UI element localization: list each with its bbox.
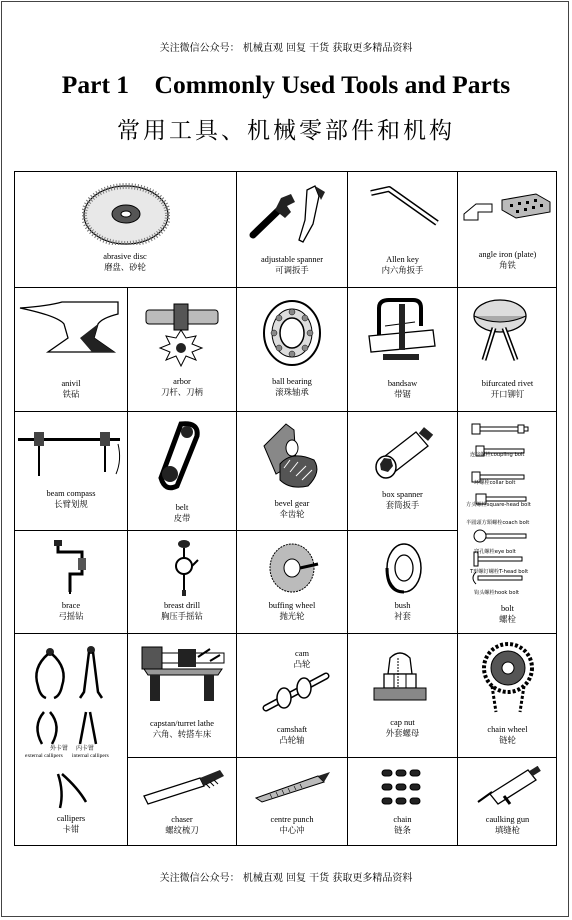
bolt-label [458, 603, 557, 625]
caulking-gun-en: caulking gun [485, 815, 530, 824]
camshaft-zh: 凸轮轴 [279, 736, 305, 745]
centre-punch-icon [250, 770, 334, 804]
arbor-label [128, 376, 236, 398]
ball-bearing-en: ball bearing [272, 377, 312, 386]
caulking-gun-icon [474, 766, 544, 806]
chaser-icon [140, 766, 226, 808]
camshaft-icon [262, 668, 334, 716]
bevel-gear-en: bevel gear [274, 499, 310, 508]
callipers-open-icon [30, 710, 106, 746]
bifurcated-rivet-label [458, 378, 557, 400]
capstan-lathe-icon [138, 643, 228, 705]
bandsaw-icon [365, 296, 439, 366]
arbor-en: arbor [173, 377, 191, 386]
grid-border-top [14, 171, 557, 172]
abrasive-disc-icon [82, 183, 170, 245]
anvil-zh: 铁砧 [62, 390, 80, 399]
internal-callipers-en: internal callipers [72, 753, 109, 759]
chaser-label [128, 814, 236, 836]
belt-label [128, 502, 236, 524]
bush-zh: 衬套 [394, 612, 411, 621]
adjustable-spanner-zh: 可调扳手 [275, 266, 309, 275]
box-spanner-label [348, 489, 457, 511]
caulking-gun-label [458, 814, 557, 836]
cam-en: cam [295, 649, 309, 658]
footer-note: 关注微信公众号： 机械直观 回复 干货 获取更多精品资料 [159, 873, 413, 884]
internal-callipers-icon [76, 644, 106, 702]
callipers-en: callipers [56, 814, 86, 823]
external-callipers-en: external callipers [25, 753, 63, 759]
chain-label [348, 814, 457, 836]
anvil-en: anivil [61, 379, 81, 388]
row-line [14, 411, 557, 412]
centre-punch-label [237, 814, 347, 836]
angle-iron-zh: 角铁 [499, 261, 516, 270]
beam-compass-en: beam compass [46, 489, 96, 498]
buffing-wheel-en: buffing wheel [268, 601, 316, 610]
bolt-type-1: 连接螺栓coupling bolt [470, 452, 525, 458]
grid-border-bottom [14, 845, 557, 846]
centre-punch-en: centre punch [270, 815, 314, 824]
bifurcated-rivet-en: bifurcated rivet [481, 379, 534, 388]
belt-icon [155, 418, 205, 492]
header-note: 关注微信公众号： 机械直观 回复 干货 获取更多精品资料 [159, 43, 413, 54]
bandsaw-label [348, 378, 457, 400]
arbor-icon [142, 298, 222, 372]
adjustable-spanner-icon [245, 180, 341, 250]
cap-nut-icon [370, 648, 430, 704]
external-callipers-icon [30, 646, 70, 702]
box-spanner-zh: 套筒扳手 [385, 501, 420, 510]
cam-label [268, 648, 336, 670]
bush-icon [384, 542, 424, 594]
allen-key-zh: 内六角扳手 [381, 266, 424, 275]
box-spanner-icon [370, 426, 436, 482]
page-subtitle: 常用工具、机械零部件和机构 [117, 118, 455, 144]
row-line [14, 287, 557, 288]
bolt-zh: 螺栓 [499, 615, 516, 624]
chaser-zh: 螺纹梳刀 [165, 826, 199, 835]
bolt-type-4: 半圆頭方頸螺栓coach bolt [466, 520, 530, 526]
beam-compass-zh: 长臂划规 [54, 500, 88, 509]
bush-label [348, 600, 457, 622]
capstan-lathe-en: capstan/turret lathe [150, 719, 214, 728]
angle-iron-label [458, 249, 557, 271]
allen-key-label [348, 254, 457, 276]
anvil-icon [18, 298, 122, 358]
camshaft-en: camshaft [276, 725, 308, 734]
chain-wheel-icon [478, 640, 538, 716]
ball-bearing-zh: 滚珠轴承 [275, 388, 309, 397]
bandsaw-zh: 带锯 [394, 390, 411, 399]
abrasive-disc-en: abrasive disc [103, 252, 147, 261]
chain-zh: 链条 [394, 826, 411, 835]
chain-wheel-en: chain wheel [487, 725, 528, 734]
angle-iron-en: angle iron (plate) [478, 250, 537, 259]
col-line [236, 287, 237, 846]
angle-iron-icon [462, 190, 552, 224]
bevel-gear-zh: 伞齿轮 [279, 510, 305, 519]
breast-drill-label [128, 600, 236, 622]
capstan-lathe-zh: 六角、转搭车床 [152, 730, 212, 739]
buffing-wheel-label [237, 600, 347, 622]
bolt-type-2: 环螺栓collar bolt [474, 480, 516, 486]
anvil-label [15, 378, 127, 400]
adjustable-spanner-en: adjustable spanner [260, 255, 324, 264]
cap-nut-label [348, 717, 457, 739]
col-line [127, 287, 128, 846]
adjustable-spanner-label [237, 254, 347, 276]
abrasive-disc-zh: 磨盘、砂轮 [104, 263, 146, 272]
breast-drill-icon [166, 538, 202, 598]
callipers-label [15, 813, 127, 835]
chain-icon [380, 766, 426, 810]
beam-compass-icon [14, 430, 124, 480]
arbor-zh: 刀杆、刀柄 [161, 388, 203, 397]
chain-wheel-label [458, 724, 557, 746]
brace-zh: 弓摇钻 [58, 612, 84, 621]
bush-en: bush [394, 601, 411, 610]
ball-bearing-icon [259, 298, 325, 368]
bolt-type-3: 方头螺栓square-head bolt [466, 502, 531, 508]
brace-en: brace [61, 601, 81, 610]
brace-icon [52, 538, 94, 596]
beam-compass-label [15, 488, 127, 510]
breast-drill-zh: 胸压手摇钻 [161, 612, 203, 621]
ball-bearing-label [237, 376, 347, 398]
box-spanner-en: box spanner [382, 490, 423, 499]
cap-nut-zh: 外套螺母 [385, 729, 420, 738]
allen-key-en: Allen key [386, 255, 419, 264]
bolt-type-7: 钩头螺栓hook bolt [474, 590, 519, 596]
abrasive-disc-label [55, 251, 195, 273]
breast-drill-en: breast drill [163, 601, 201, 610]
buffing-wheel-zh: 抛光轮 [279, 612, 305, 621]
bevel-gear-icon [256, 420, 326, 492]
bolt-type-6: T形螺钉螺栓T-head bolt [470, 569, 529, 575]
centre-punch-zh: 中心冲 [279, 826, 305, 835]
bifurcated-rivet-icon [470, 298, 534, 368]
capstan-lathe-label [128, 718, 236, 740]
external-callipers-zh: 外卡钳 [50, 745, 69, 752]
row-line [14, 633, 557, 634]
belt-en: belt [175, 503, 189, 512]
chaser-en: chaser [171, 815, 193, 824]
camshaft-label [237, 724, 347, 746]
row-line [127, 757, 557, 758]
brace-label [15, 600, 127, 622]
bevel-gear-label [237, 498, 347, 520]
cam-zh: 凸轮 [293, 660, 311, 669]
caulking-gun-zh: 填缝枪 [494, 826, 521, 835]
buffing-wheel-icon [264, 540, 320, 596]
callipers-icon [52, 772, 92, 812]
col-line [347, 287, 348, 846]
bolt-en: bolt [500, 604, 515, 613]
bolt-type-5: 穿孔螺栓eye bolt [474, 549, 516, 555]
callipers-zh: 卡钳 [62, 825, 80, 834]
allen-key-icon [365, 185, 445, 235]
chain-en: chain [393, 815, 412, 824]
cap-nut-en: cap nut [390, 718, 415, 727]
bifurcated-rivet-zh: 开口铆钉 [490, 390, 525, 399]
bandsaw-en: bandsaw [387, 379, 418, 388]
chain-wheel-zh: 链轮 [499, 736, 516, 745]
page-title: Part 1 Commonly Used Tools and Parts [61, 70, 511, 99]
belt-zh: 皮带 [173, 514, 191, 523]
internal-callipers-zh: 内卡钳 [76, 745, 95, 752]
